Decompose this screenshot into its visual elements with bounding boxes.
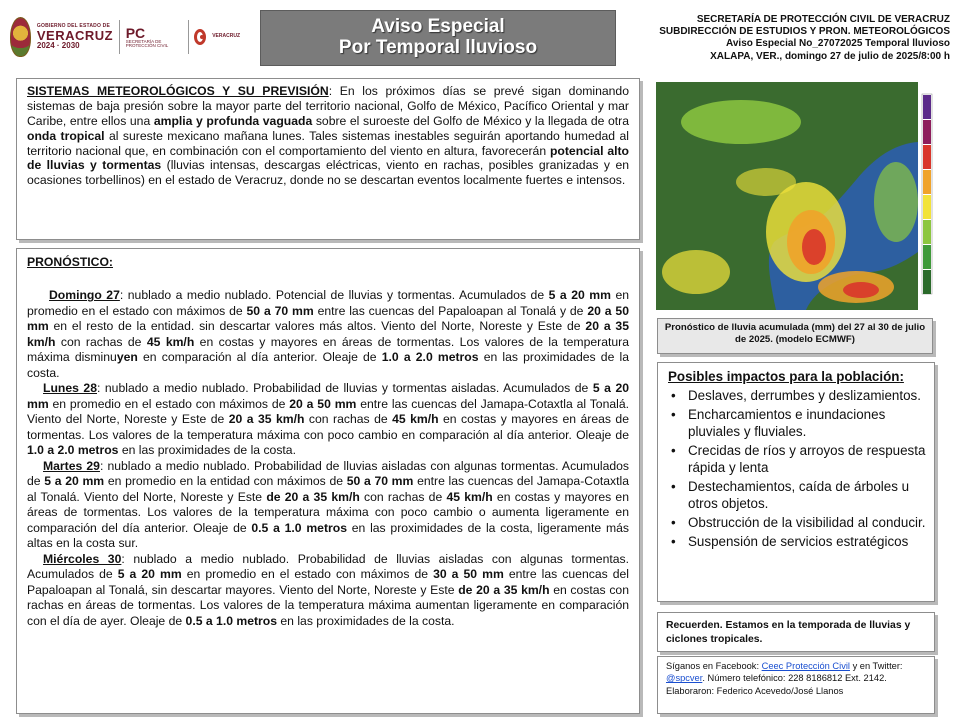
forecast-text: en promedio en el estado con máximos de — [181, 567, 434, 582]
logo-divider — [119, 20, 120, 54]
forecast-text: en costas y mayores en áreas de tormentas. Los valores de la temperatura máxima con poco cambio en comparación al día anterior. Oleaje de — [27, 412, 629, 442]
impact-item: • Obstrucción de la visibilidad al conducir. — [668, 514, 926, 531]
rain-band — [736, 168, 796, 196]
gov-logo-years: 2024 · 2030 — [36, 41, 80, 50]
forecast-text: en promedio en el estado con máximos de — [48, 396, 290, 411]
impacts-heading-text: Posibles impactos para la población — [668, 369, 900, 384]
forecast-text: con rachas de — [359, 489, 447, 504]
forecast-text: en promedio en el estado con máximos de — [27, 288, 629, 318]
forecast-bold: 50 a 70 mm — [346, 474, 414, 489]
forecast-bold: 5 a 20 mm — [117, 567, 182, 582]
possible-impacts-panel — [657, 362, 935, 602]
pc-logo-text: SECRETARÍA DE PROTECCIÓN CIVIL — [125, 38, 169, 48]
forecast-text: entre las cuencas del Papaloapan al Tonalá y de — [313, 303, 588, 318]
forecast-text: : nublado a medio nublado. Probabilidad de lluvias y tormentas aisladas. Acumulados de — [96, 381, 593, 396]
forecast-bold: 45 km/h — [392, 412, 439, 427]
forecast-text: en costas y mayores en áreas de tormentas. Los valores de la temperatura máxima disminu — [27, 334, 629, 365]
day-label: Miércoles 30 — [43, 551, 122, 566]
org-line-notice-number: Aviso Especial No_27072025 Temporal lluvioso — [726, 38, 950, 50]
forecast-day-tuesday — [27, 459, 629, 552]
map-caption: Pronóstico de lluvia acumulada (mm) del 27 al 30 de julio de 2025. (modelo ECMWF) — [657, 318, 933, 354]
contact-and-credits — [657, 656, 935, 714]
systems-bold: potencial alto de lluvias y tormentas — [27, 143, 629, 173]
notice-title-line-2: Por Temporal lluvioso — [338, 37, 538, 58]
impacts-heading-colon: : — [899, 369, 904, 384]
legend-swatch — [923, 170, 931, 194]
impact-item: • Deslaves, derrumbes y deslizamientos. — [668, 387, 926, 404]
forecast-bold: 20 a 35 km/h — [27, 319, 629, 349]
meteorological-systems-panel — [16, 78, 640, 240]
forecast-bold: 50 a 70 mm — [246, 303, 314, 318]
forecast-bold: de 20 a 35 km/h — [266, 489, 360, 504]
forecast-text: con rachas de — [304, 412, 393, 427]
day-label: Domingo 27 — [49, 288, 120, 303]
legend-swatch — [923, 270, 931, 294]
legend-swatch — [923, 120, 931, 144]
forecast-bold: 20 a 50 mm — [289, 396, 357, 411]
contact-text: y en Twitter: — [849, 661, 903, 671]
legend-swatch — [923, 145, 931, 169]
systems-text: (lluvias intensas, descargas eléctricas, viento en rachas, posibles granizadas y en ocasiones torbellinos) en el estado de Veracruz, donde no se descartan eventos localmente fuertes e intensos. — [27, 158, 629, 188]
forecast-heading: PRONÓSTICO: — [27, 255, 113, 269]
rain-band — [874, 162, 918, 242]
header-logos — [10, 14, 240, 60]
systems-text: al sureste mexicano mañana lunes. Tales sistemas inestables seguirán aportando humedad al territorio nacional que, en combinación con el comportamiento del viento en altura, favorecerán — [27, 128, 629, 158]
forecast-bold: 1.0 a 2.0 metros — [27, 443, 119, 458]
government-logo — [37, 24, 113, 50]
legend-swatch — [923, 220, 931, 244]
forecast-bold: 0.5 a 1.0 metros — [185, 613, 278, 628]
contact-text: Síganos en Facebook: — [666, 661, 762, 671]
rainfall-map-image — [656, 82, 938, 310]
forecast-bold: 0.5 a 1.0 metros — [251, 520, 347, 535]
facebook-link[interactable]: Ceec Protección Civil — [761, 661, 850, 671]
impact-item: • Encharcamientos e inundaciones pluviales y fluviales. — [668, 406, 926, 440]
forecast-bold: yen — [116, 350, 138, 365]
forecast-bold: 5 a 20 mm — [27, 381, 630, 411]
legend-swatch — [923, 245, 931, 269]
impacts-heading — [668, 368, 926, 385]
proteccion-civil-logo — [126, 26, 182, 49]
forecast-text: : nublado a medio nublado. Probabilidad de lluvias aisladas con algunas tormentas. Acumulados de — [27, 551, 629, 582]
forecast-bold: 20 a 50 mm — [27, 303, 629, 334]
forecast-text: entre las cuencas del Jamapa-Cotaxtla al Tonalá. Viento del Norte, Noreste y Este — [27, 474, 629, 504]
forecast-text: en promedio en la entidad con máximos de — [104, 474, 347, 489]
forecast-day-monday — [27, 381, 629, 458]
forecast-text: en el resto de la entidad. sin descartar valores más altos. Viento del Norte, Noreste y Este de — [48, 319, 586, 334]
forecast-text: entre las cuencas del Papaloapan al Tonalá, sin descartar mayores. Viento del Norte, Noreste y Este — [27, 567, 630, 597]
forecast-text: en comparación al día anterior. Oleaje de — [137, 350, 382, 365]
rain-band — [843, 282, 879, 298]
issuing-organization — [620, 14, 950, 63]
notice-title-line-1: Aviso Especial — [371, 16, 505, 38]
forecast-text: : nublado a medio nublado. Potencial de lluvias y tormentas. Acumulados de — [119, 288, 549, 303]
forecast-bold: 5 a 20 mm — [44, 474, 105, 489]
systems-bold: onda tropical — [27, 128, 105, 143]
day-label: Lunes 28 — [43, 381, 97, 396]
forecast-text: entre las cuencas del Jamapa-Cotaxtla al Tonalá. Viento del Norte, Noreste y Este de — [27, 396, 629, 427]
forecast-text: en las proximidades de la costa, ligeramente más altas en la costa sur. — [27, 520, 629, 551]
forecast-day-wednesday — [27, 552, 629, 629]
twitter-link[interactable]: @spcver — [666, 673, 703, 684]
rain-band — [681, 100, 801, 144]
impact-item: • Destechamientos, caída de árboles u otros objetos. — [668, 478, 926, 512]
systems-text: : En los próximos días se prevé sigan dominando sistemas de baja presión sobre la mayor parte del territorio nacional, Golfo de México, Pacífico Oriental y mar Caribe, entre ellos una — [27, 84, 629, 128]
forecast-bold: 45 km/h — [146, 334, 195, 349]
veracruz-logo-text: VERACRUZ — [212, 33, 240, 40]
forecast-bold: 30 a 50 mm — [433, 567, 504, 582]
contact-text: . Número telefónico: 228 8186812 Ext. 2142. — [702, 673, 887, 684]
systems-heading: SISTEMAS METEOROLÓGICOS Y SU PREVISIÓN — [27, 84, 329, 98]
circle-emblem-icon — [194, 29, 206, 45]
forecast-text: en las proximidades de la costa. — [277, 613, 455, 628]
org-line-place-date: XALAPA, VER., domingo 27 de julio de 2025/8:00 h — [710, 50, 950, 62]
forecast-panel — [16, 248, 640, 714]
season-reminder: Recuerden. Estamos en la temporada de lluvias y ciclones tropicales. — [657, 612, 935, 652]
forecast-text: en las proximidades de la costa. — [27, 350, 630, 380]
forecast-text: : nublado a medio nublado. Probabilidad de lluvias aisladas con algunas tormentas. Acumulados de — [27, 458, 630, 489]
day-label: Martes 29 — [43, 458, 100, 473]
legend-swatch — [923, 95, 931, 119]
logo-divider — [188, 20, 189, 54]
pc-logo-letters: PC — [125, 24, 146, 41]
forecast-text: en las proximidades de la costa. — [118, 443, 296, 458]
org-line-subdireccion: SUBDIRECCIÓN DE ESTUDIOS Y PRON. METEOROLÓGICOS — [659, 26, 950, 38]
forecast-text: en costas con rachas en áreas de tormentas. Los valores de la temperatura máxima aumentan ligeramente en comparación con el día de ayer. Oleaje de — [27, 582, 629, 628]
forecast-text: con rachas de — [55, 334, 147, 349]
forecast-bold: 20 a 35 km/h — [228, 412, 305, 427]
forecast-bold: 45 km/h — [446, 489, 493, 504]
rain-band — [802, 229, 826, 265]
impact-item: • Crecidas de ríos y arroyos de respuesta rápida y lenta — [668, 442, 926, 476]
systems-text: sobre el suroeste del Golfo de México y la llegada de otra — [312, 113, 629, 128]
impact-item: • Suspensión de servicios estratégicos — [668, 533, 926, 550]
org-line-secretaria: SECRETARÍA DE PROTECCIÓN CIVIL DE VERACRUZ — [696, 14, 950, 25]
systems-bold: amplia y profunda vaguada — [153, 113, 313, 128]
forecast-bold: 1.0 a 2.0 metros — [381, 350, 479, 365]
gov-logo-small-text: GOBIERNO DEL ESTADO DE — [36, 23, 111, 29]
impacts-list — [668, 387, 926, 550]
notice-title-banner — [260, 10, 616, 66]
forecast-bold: 5 a 20 mm — [548, 288, 611, 303]
legend-swatch — [923, 195, 931, 219]
gov-logo-name: VERACRUZ — [36, 28, 114, 43]
rain-band — [662, 250, 730, 294]
forecast-day-sunday — [27, 288, 629, 381]
rainfall-forecast-map — [656, 82, 938, 310]
credits-text: Elaboraron: Federico Acevedo/José Llanos — [666, 685, 844, 696]
forecast-bold: de 20 a 35 km/h — [458, 582, 550, 597]
veracruz-seal-logo — [10, 17, 31, 57]
forecast-text: en costas y mayores en áreas de tormentas. Los valores de la temperatura máxima con poco cambio o aumenta ligeramente en comparación del día anterior. Oleaje de — [27, 489, 629, 535]
